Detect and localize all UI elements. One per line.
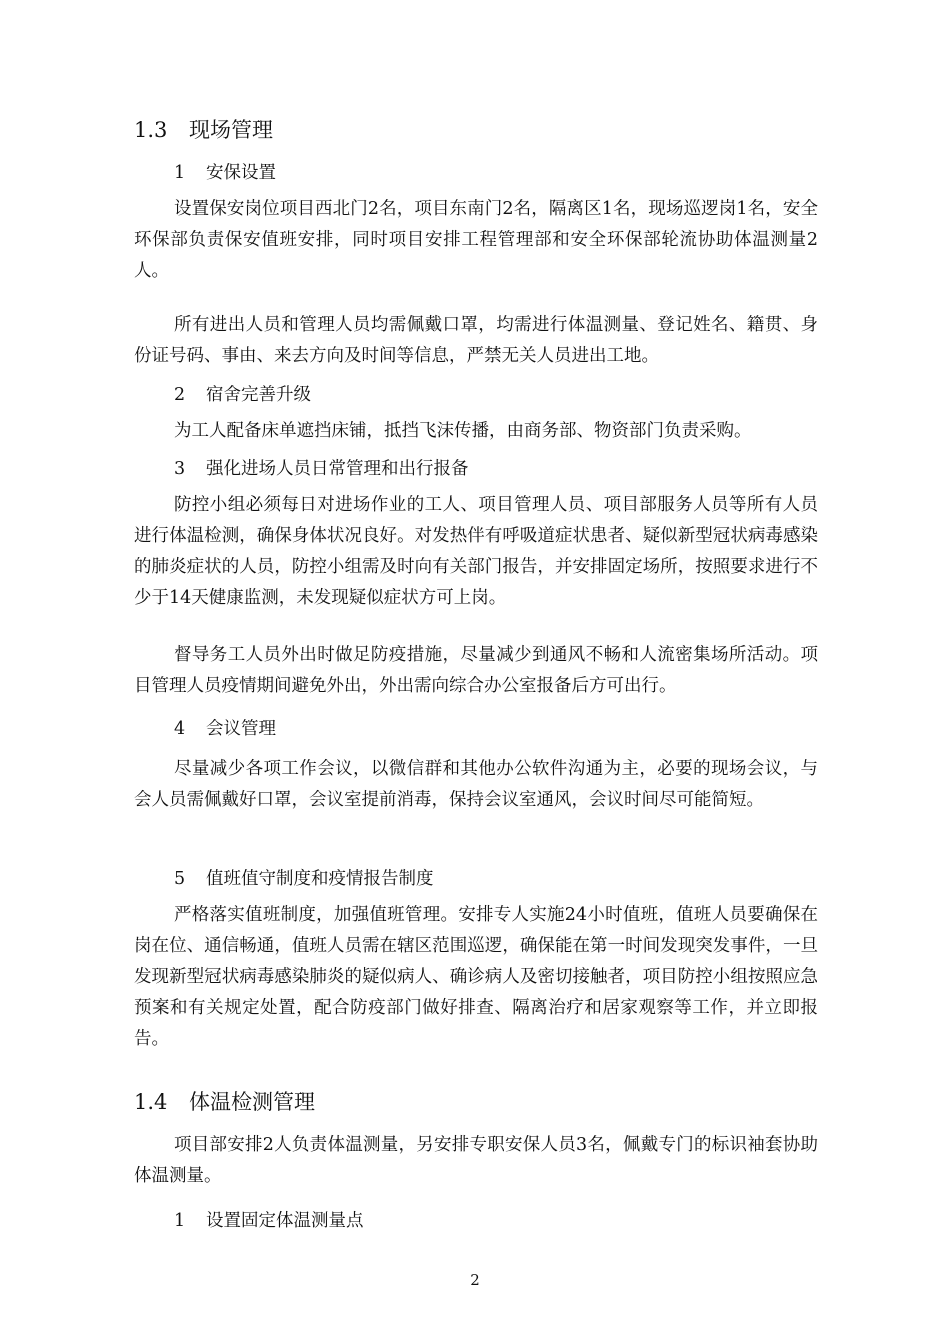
subsection-number: 1 [174,163,186,183]
subsection-title: 宿舍完善升级 [206,385,311,405]
subsection-number: 2 [174,385,186,405]
section-heading-1-4 [134,1088,315,1116]
subsection-title: 值班值守制度和疫情报告制度 [206,869,434,889]
subsection-heading-meeting [174,716,276,742]
section-title: 现场管理 [189,118,273,142]
subsection-number: 4 [174,719,186,739]
paragraph: 项目部安排2人负责体温测量，另安排专职安保人员3名，佩戴专门的标识袖套协助体温测量。 [134,1135,818,1186]
subsection-title: 强化进场人员日常管理和出行报备 [206,459,469,479]
subsection-title: 安保设置 [206,163,276,183]
subsection-heading-dormitory [174,382,311,408]
paragraph: 所有进出人员和管理人员均需佩戴口罩，均需进行体温测量、登记姓名、籍贯、身份证号码、事由、来去方向及时间等信息，严禁无关人员进出工地。 [134,315,818,366]
subsection-number: 5 [174,869,186,889]
paragraph: 防控小组必须每日对进场作业的工人、项目管理人员、项目部服务人员等所有人员进行体温检测，确保身体状况良好。对发热伴有呼吸道症状患者、疑似新型冠状病毒感染的肺炎症状的人员，防控小组需及时向有关部门报告，并安排固定场所，按照要求进行不少于14天健康监测，未发现疑似症状方可上岗。 [134,495,818,608]
paragraph: 设置保安岗位项目西北门2名，项目东南门2名，隔离区1名，现场巡逻岗1名，安全环保部负责保安值班安排，同时项目安排工程管理部和安全环保部轮流协助体温测量2人。 [134,199,818,281]
paragraph: 严格落实值班制度，加强值班管理。安排专人实施24小时值班，值班人员要确保在岗在位、通信畅通，值班人员需在辖区范围巡逻，确保能在第一时间发现突发事件，一旦发现新型冠状病毒感染肺炎的疑似病人、确诊病人及密切接触者，项目防控小组按照应急预案和有关规定处置，配合防疫部门做好排查、隔离治疗和居家观察等工作，并立即报告。 [134,905,818,1049]
section-heading-1-3 [134,116,273,144]
subsection-title: 设置固定体温测量点 [206,1211,364,1231]
subsection-number: 1 [174,1211,186,1231]
subsection-heading-personnel [174,456,469,482]
page-number: 2 [470,1271,480,1289]
subsection-heading-duty [174,866,434,892]
section-number: 1.3 [134,118,168,142]
subsection-title: 会议管理 [206,719,276,739]
subsection-heading-security [174,160,276,186]
section-title: 体温检测管理 [189,1090,315,1114]
section-number: 1.4 [134,1090,168,1114]
subsection-number: 3 [174,459,186,479]
subsection-heading-temperature-point [174,1208,364,1234]
paragraph: 督导务工人员外出时做足防疫措施，尽量减少到通风不畅和人流密集场所活动。项目管理人员疫情期间避免外出，外出需向综合办公室报备后方可出行。 [134,645,818,696]
paragraph: 尽量减少各项工作会议，以微信群和其他办公软件沟通为主，必要的现场会议，与会人员需佩戴好口罩，会议室提前消毒，保持会议室通风，会议时间尽可能简短。 [134,759,818,810]
paragraph: 为工人配备床单遮挡床铺，抵挡飞沫传播，由商务部、物资部门负责采购。 [174,421,752,441]
